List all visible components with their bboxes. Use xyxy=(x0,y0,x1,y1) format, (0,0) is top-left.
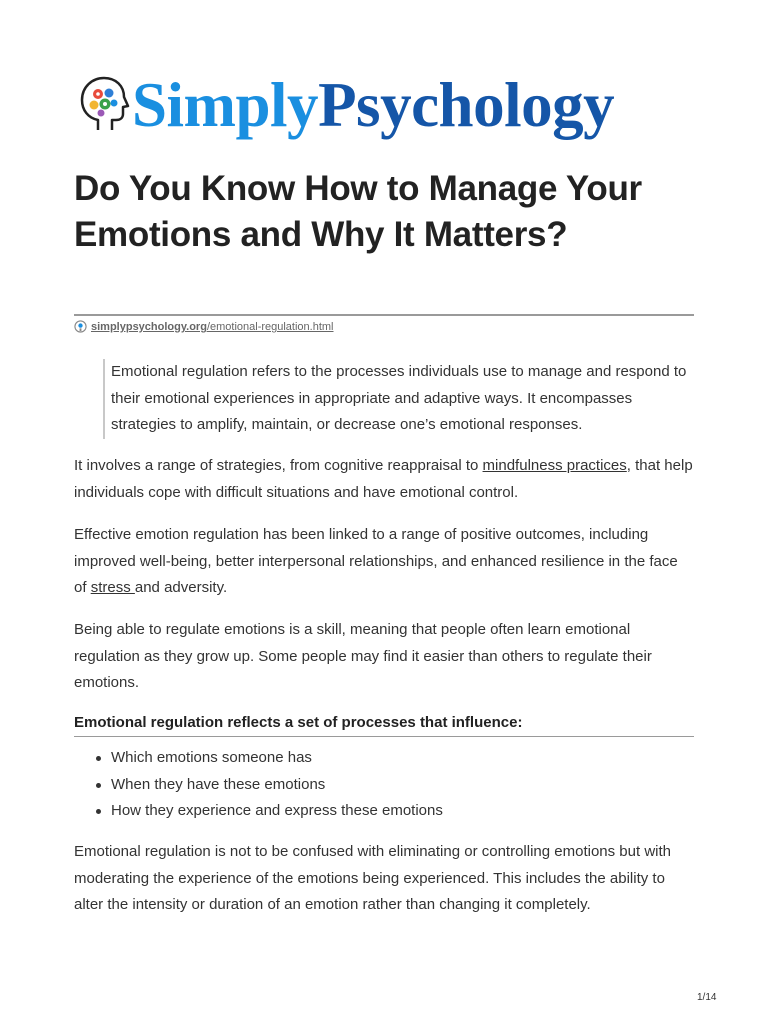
stress-link[interactable]: stress xyxy=(90,579,135,596)
source-domain: simplypsychology.org xyxy=(91,321,207,333)
section-subheading: Emotional regulation reflects a set of processes that influence: xyxy=(74,714,523,731)
logo-text-simply: Simply xyxy=(132,70,319,140)
bullet-icon xyxy=(96,809,101,814)
list-item-text: How they experience and express these emotions xyxy=(111,802,443,819)
title-divider xyxy=(74,314,694,316)
paragraph-text: It involves a range of strategies, from cognitive reappraisal to xyxy=(74,457,483,474)
head-gears-icon xyxy=(76,76,130,132)
page-title: Do You Know How to Manage Your Emotions and Why It Matters? xyxy=(74,169,642,254)
logo-wordmark xyxy=(132,70,614,140)
list-item xyxy=(74,772,694,799)
paragraph-skill: Being able to regulate emotions is a skill, meaning that people often learn emotional regulation as they grow up. Some people may find it easier than others to regulate their emotions. xyxy=(74,621,652,691)
logo-text-psychology: Psychology xyxy=(318,70,615,140)
site-favicon-icon xyxy=(74,320,87,333)
subheading-divider xyxy=(74,736,694,737)
list-item-text: When they have these emotions xyxy=(111,775,326,793)
page-number: 1/14 xyxy=(697,992,717,1003)
paragraph-text: Effective emotion regulation has been linked to a range of positive outcomes, including improved well-being, better interpersonal relationships, and enhanced resilience in the face of xyxy=(74,526,678,596)
intro-blockquote: Emotional regulation refers to the processes individuals use to manage and respond to their emotional experiences in appropriate and adaptive ways. It encompasses strategies to amplify, maintain, or decrease one’s emotional responses. xyxy=(103,359,701,439)
mindfulness-practices-link[interactable]: mindfulness practices xyxy=(482,457,627,474)
source-link[interactable] xyxy=(91,321,334,333)
bullet-icon xyxy=(96,783,101,788)
paragraph-strategies xyxy=(74,453,694,506)
list-item xyxy=(74,798,694,825)
bullet-icon xyxy=(96,756,101,761)
paragraph-text: , that help individuals cope with difficult situations and have emotional control. xyxy=(74,457,693,501)
source-path: /emotional-regulation.html xyxy=(206,321,334,333)
paragraph-text: and adversity. xyxy=(134,579,228,596)
site-logo[interactable] xyxy=(74,70,694,152)
source-line xyxy=(74,320,334,336)
process-list xyxy=(74,745,694,825)
list-item xyxy=(74,745,694,772)
paragraph-moderation: Emotional regulation is not to be confused with eliminating or controlling emotions but with moderating the experience of the emotions being experienced. This includes the ability to alter the intensity or duration of an emotion rather than changing it completely. xyxy=(74,843,671,913)
paragraph-outcomes xyxy=(74,522,694,602)
list-item-text: Which emotions someone has xyxy=(111,749,312,766)
